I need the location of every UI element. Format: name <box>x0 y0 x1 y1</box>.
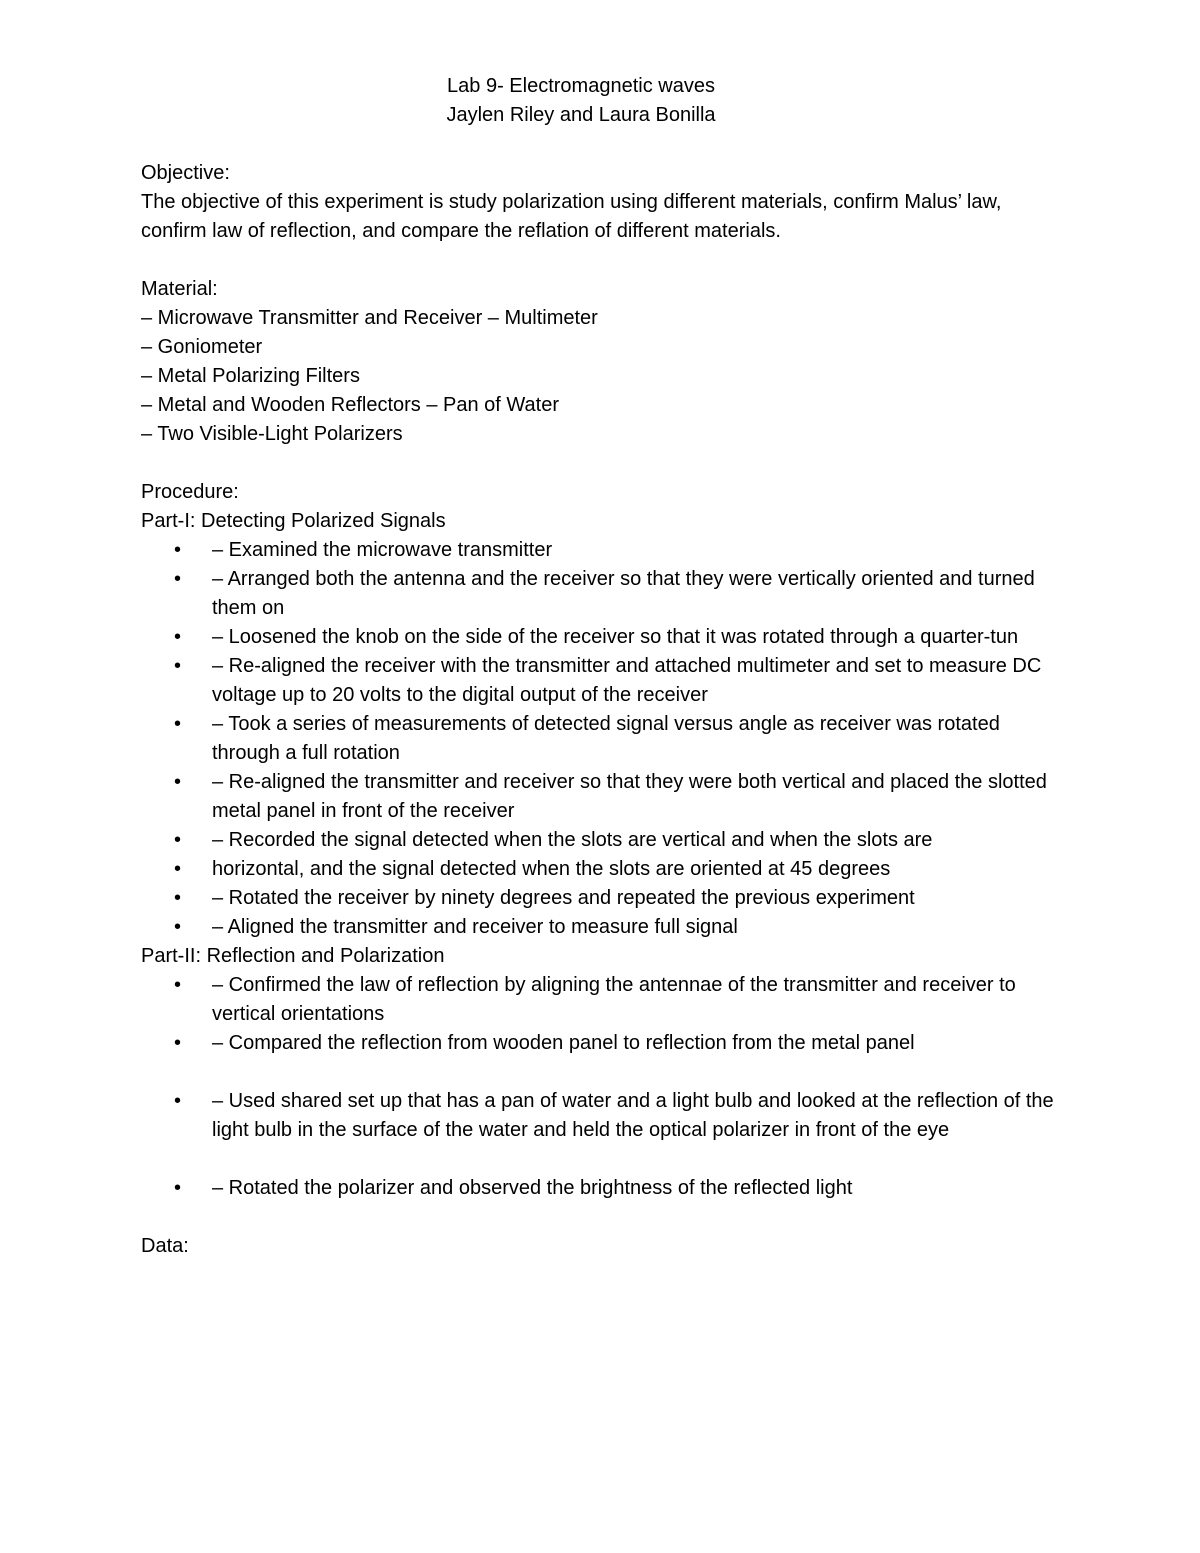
list-item <box>141 1174 1061 1203</box>
document-title: Lab 9- Electromagnetic waves <box>447 75 715 97</box>
material-item: – Microwave Transmitter and Receiver – Multimeter <box>141 307 598 329</box>
step-text: – Examined the microwave transmitter <box>212 539 553 561</box>
step-text: horizontal, and the signal detected when the slots are oriented at 45 degrees <box>212 858 891 880</box>
spacer <box>141 246 1061 275</box>
material-heading: Material: <box>141 278 218 300</box>
step-text: – Loosened the knob on the side of the receiver so that it was rotated through a quarter-tun <box>212 626 1019 648</box>
list-item <box>141 768 1061 826</box>
list-item <box>141 1029 1061 1058</box>
bullet-icon: • <box>174 887 182 909</box>
step-text: – Rotated the polarizer and observed the brightness of the reflected light <box>212 1177 853 1199</box>
bullet-icon: • <box>174 829 182 851</box>
list-item <box>141 1087 1061 1145</box>
list-item <box>141 536 1061 565</box>
step-text: – Re-aligned the receiver with the transmitter and attached multimeter and set to measure DC voltage up to 20 volts to the digital output of the receiver <box>212 655 1042 706</box>
bullet-icon: • <box>174 568 182 590</box>
objective-heading: Objective: <box>141 162 230 184</box>
list-item <box>141 710 1061 768</box>
bullet-icon: • <box>174 655 182 677</box>
data-heading: Data: <box>141 1235 189 1257</box>
bullet-icon: • <box>174 713 182 735</box>
list-item <box>141 623 1061 652</box>
list-item <box>141 884 1061 913</box>
step-text: – Aligned the transmitter and receiver to measure full signal <box>212 916 738 938</box>
list-item <box>141 913 1061 942</box>
material-item: – Two Visible-Light Polarizers <box>141 423 403 445</box>
part2-step-list <box>141 971 1061 1203</box>
material-item: – Metal and Wooden Reflectors – Pan of Water <box>141 394 559 416</box>
spacer <box>141 130 1061 159</box>
part1-heading: Part-I: Detecting Polarized Signals <box>141 510 446 532</box>
bullet-icon: • <box>174 974 182 996</box>
list-item <box>141 971 1061 1029</box>
bullet-icon: • <box>174 1032 182 1054</box>
part1-step-list <box>141 536 1061 942</box>
bullet-icon: • <box>174 626 182 648</box>
bullet-icon: • <box>174 771 182 793</box>
step-text: – Confirmed the law of reflection by aligning the antennae of the transmitter and receiver to vertical orientations <box>212 974 1016 1025</box>
bullet-icon: • <box>174 916 182 938</box>
bullet-icon: • <box>174 858 182 880</box>
part2-heading: Part-II: Reflection and Polarization <box>141 945 445 967</box>
step-text: – Arranged both the antenna and the receiver so that they were vertically oriented and turned them on <box>212 568 1035 619</box>
step-text: – Used shared set up that has a pan of water and a light bulb and looked at the reflection of the light bulb in the surface of the water and held the optical polarizer in front of the eye <box>212 1090 1054 1141</box>
objective-text: The objective of this experiment is study polarization using different materials, confirm Malus’ law, confirm law of reflection, and compare the reflation of different materials. <box>141 191 1002 242</box>
list-item <box>141 826 1061 855</box>
step-text: – Took a series of measurements of detected signal versus angle as receiver was rotated through a full rotation <box>212 713 1000 764</box>
procedure-heading: Procedure: <box>141 481 239 503</box>
material-item: – Goniometer <box>141 336 263 358</box>
list-item <box>141 652 1061 710</box>
step-text: – Compared the reflection from wooden panel to reflection from the metal panel <box>212 1032 915 1054</box>
bullet-icon: • <box>174 1090 182 1112</box>
material-item: – Metal Polarizing Filters <box>141 365 360 387</box>
list-item <box>141 565 1061 623</box>
material-list <box>141 304 1061 449</box>
bullet-icon: • <box>174 1177 182 1199</box>
spacer <box>141 449 1061 478</box>
bullet-icon: • <box>174 539 182 561</box>
step-text: – Re-aligned the transmitter and receiver so that they were both vertical and placed the slotted metal panel in front of the receiver <box>212 771 1047 822</box>
step-text: – Rotated the receiver by ninety degrees and repeated the previous experiment <box>212 887 915 909</box>
list-item <box>141 855 1061 884</box>
document-body <box>141 72 1061 1261</box>
spacer <box>141 1203 1061 1232</box>
document-authors: Jaylen Riley and Laura Bonilla <box>446 104 716 126</box>
step-text: – Recorded the signal detected when the slots are vertical and when the slots are <box>212 829 933 851</box>
